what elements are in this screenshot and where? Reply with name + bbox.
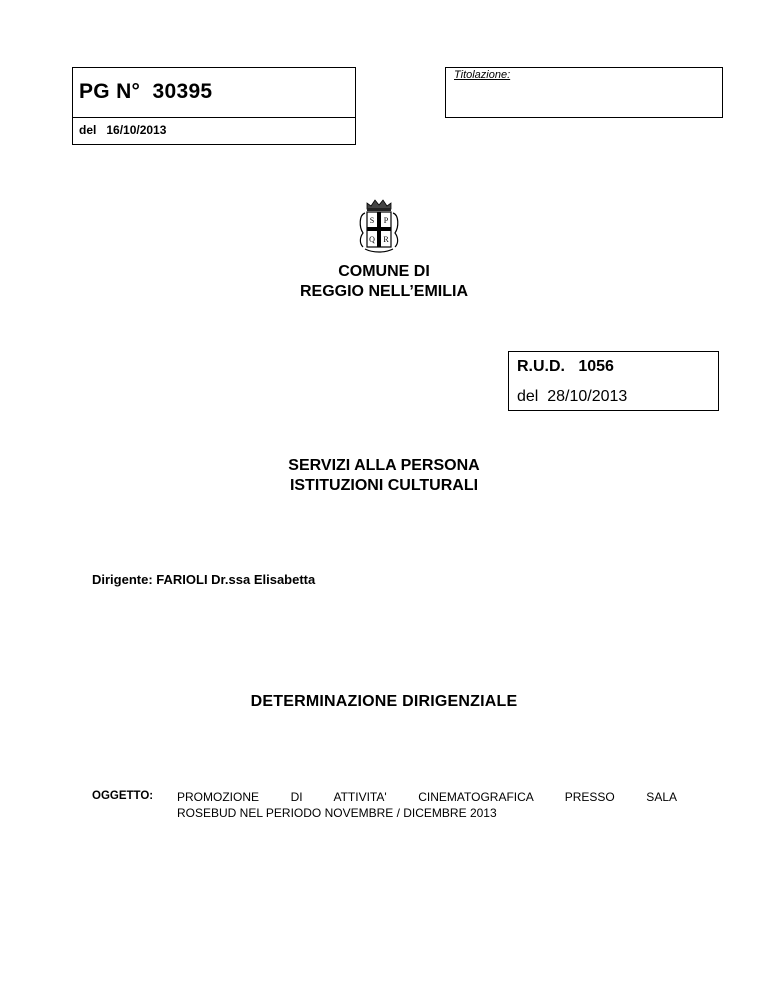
protocol-number: PG N° 30395 (79, 80, 213, 103)
manager-line: Dirigente: FARIOLI Dr.ssa Elisabetta (92, 572, 316, 587)
department-name (0, 456, 768, 496)
department-line-2: ISTITUZIONI CULTURALI (289, 477, 479, 494)
document-title: DETERMINAZIONE DIRIGENZIALE (250, 693, 518, 710)
crest-letter-s: S (369, 216, 375, 225)
crest-letter-q: Q (369, 235, 375, 244)
protocol-date: del 16/10/2013 (79, 123, 167, 137)
crest-letter-r: R (383, 235, 389, 244)
crest-letter-p: P (383, 216, 389, 225)
municipal-crest-icon (355, 197, 403, 255)
titolazione-label: Titolazione: (454, 69, 511, 81)
subject-line-1: PROMOZIONE DI ATTIVITA' CINEMATOGRAFICA PRESSO SALA (177, 790, 677, 804)
municipality-name (0, 262, 768, 302)
rud-number: R.U.D. 1056 (517, 358, 614, 375)
protocol-number-cell (73, 68, 355, 118)
municipality-line-2: REGGIO NELL’EMILIA (299, 283, 468, 300)
rud-box (508, 351, 719, 411)
subject-label: OGGETTO: (92, 790, 154, 802)
department-line-1: SERVIZI ALLA PERSONA (288, 457, 480, 474)
municipality-line-1: COMUNE DI (338, 263, 430, 280)
rud-date: del 28/10/2013 (517, 388, 628, 405)
subject-line-2: ROSEBUD NEL PERIODO NOVEMBRE / DICEMBRE 2013 (177, 806, 497, 820)
titolazione-box (445, 67, 723, 118)
protocol-box (72, 67, 356, 145)
